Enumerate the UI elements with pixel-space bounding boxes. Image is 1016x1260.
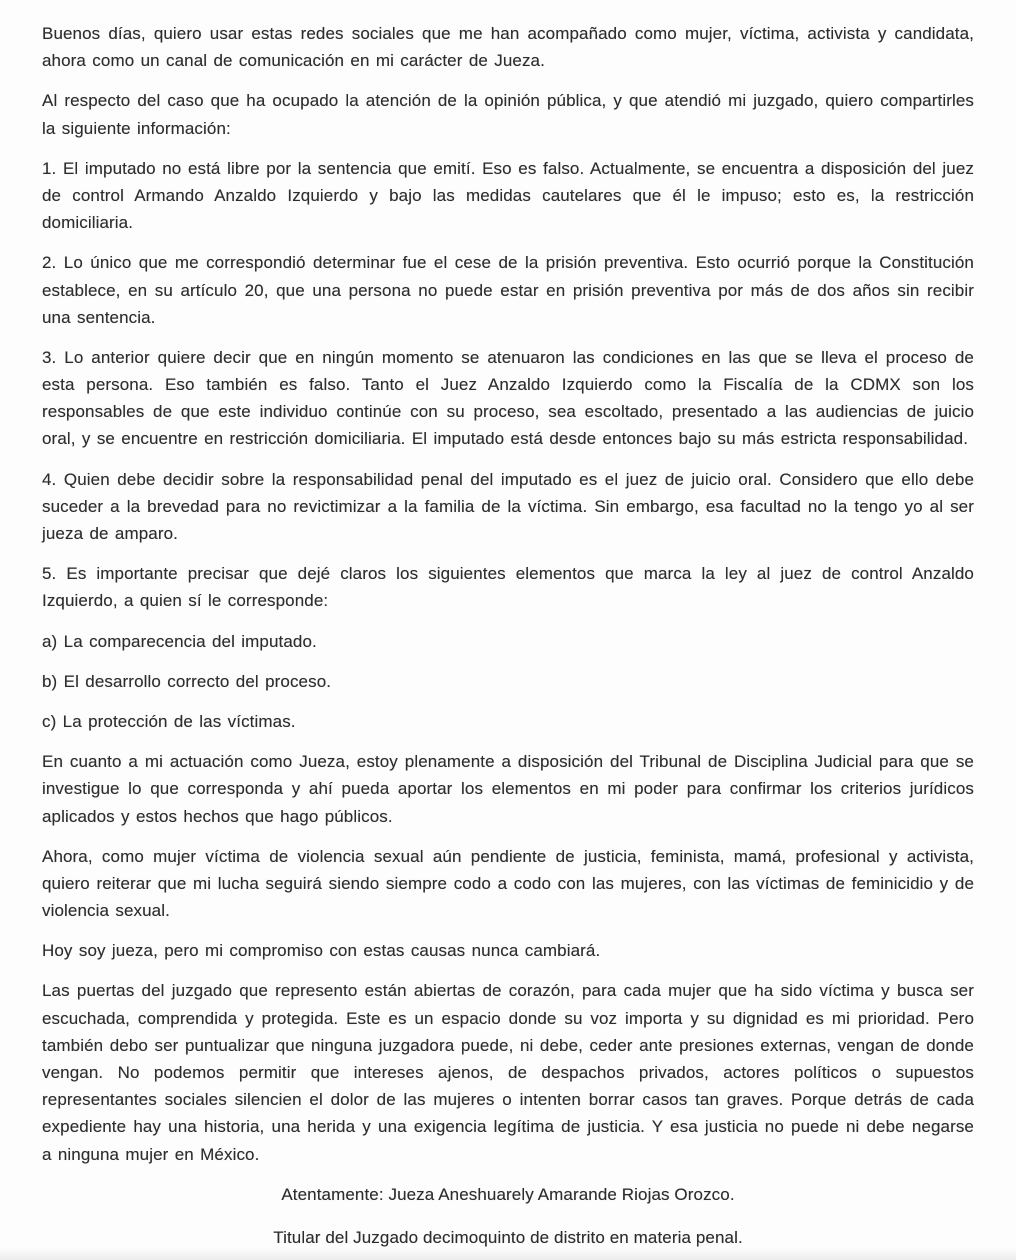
paragraph-context: Al respecto del caso que ha ocupado la atención de la opinión pública, y que atendió mi juzgado, quiero compartirles la siguiente información: [42, 91, 974, 138]
title-line: Titular del Juzgado decimoquinto de distrito en materia penal. [273, 1227, 743, 1247]
lettered-item-a: a) La comparecencia del imputado. [42, 631, 317, 651]
lettered-item-c: c) La protección de las víctimas. [42, 711, 296, 731]
signature-line: Atentamente: Jueza Aneshuarely Amarande Riojas Orozco. [281, 1184, 735, 1204]
numbered-item-1: 1. El imputado no está libre por la sentencia que emití. Eso es falso. Actualmente, se encuentra a disposición del juez de control Armando Anzaldo Izquierdo y bajo las medidas cautelares que él le impuso; esto es, la restricción domiciliaria. [42, 158, 974, 233]
paragraph-tribunal: En cuanto a mi actuación como Jueza, estoy plenamente a disposición del Tribunal de Disciplina Judicial para que se investigue lo que corresponda y ahí pueda aportar los elementos en mi poder para confirmar los criterios jurídicos aplicados y estos hechos que hago públicos. [42, 752, 974, 826]
paragraph-compromiso: Hoy soy jueza, pero mi compromiso con estas causas nunca cambiará. [42, 941, 601, 961]
numbered-item-5: 5. Es importante precisar que dejé claros los siguientes elementos que marca la ley al juez de control Anzaldo Izquierdo, a quien sí le corresponde: [42, 564, 974, 611]
paragraph-activista: Ahora, como mujer víctima de violencia sexual aún pendiente de justicia, feminista, mamá, profesional y activista, quiero reiterar que mi lucha seguirá siendo siempre codo a codo con las mujeres, con las víctimas de feminicidio y de violencia sexual. [42, 846, 974, 921]
numbered-item-4: 4. Quien debe decidir sobre la responsabilidad penal del imputado es el juez de juicio oral. Considero que ello debe suceder a la brevedad para no revictimizar a la familia de la víctima. Sin embargo, esa facultad no la tengo yo al ser jueza de amparo. [42, 469, 974, 543]
numbered-item-3: 3. Lo anterior quiere decir que en ningún momento se atenuaron las condiciones en las que se lleva el proceso de esta persona. Eso también es falso. Tanto el Juez Anzaldo Izquierdo como la Fiscalía de la CDMX son los responsables de que este individuo continúe con su proceso, sea escoltado, presentado a las audiencias de juicio oral, y se encuentre en restricción domiciliaria. El imputado está desde entonces bajo su más estricta responsabilidad. [42, 347, 974, 449]
paragraph-puertas: Las puertas del juzgado que represento están abiertas de corazón, para cada mujer que ha sido víctima y busca ser escuchada, comprendida y protegida. Este es un espacio donde su voz importa y su dignidad es mi prioridad. Pero también debo ser puntualizar que ninguna juzgadora puede, ni debe, ceder ante presiones externas, vengan de donde vengan. No podemos permitir que intereses ajenos, de despachos privados, actores políticos o supuestos representantes sociales silencien el dolor de las mujeres o intenten borrar casos tan graves. Porque detrás de cada expediente hay una historia, una herida y una exigencia legítima de justicia. Y esa justicia no puede ni debe negarse a ninguna mujer en México. [42, 981, 974, 1164]
paragraph-intro: Buenos días, quiero usar estas redes sociales que me han acompañado como mujer, víctima, activista y candidata, ahora como un canal de comunicación en mi carácter de Jueza. [42, 24, 974, 71]
numbered-item-2: 2. Lo único que me correspondió determinar fue el cese de la prisión preventiva. Esto ocurrió porque la Constitución establece, en su artículo 20, que una persona no puede estar en prisión preventiva por más de dos años sin recibir una sentencia. [42, 253, 974, 327]
lettered-item-b: b) El desarrollo correcto del proceso. [42, 671, 332, 691]
